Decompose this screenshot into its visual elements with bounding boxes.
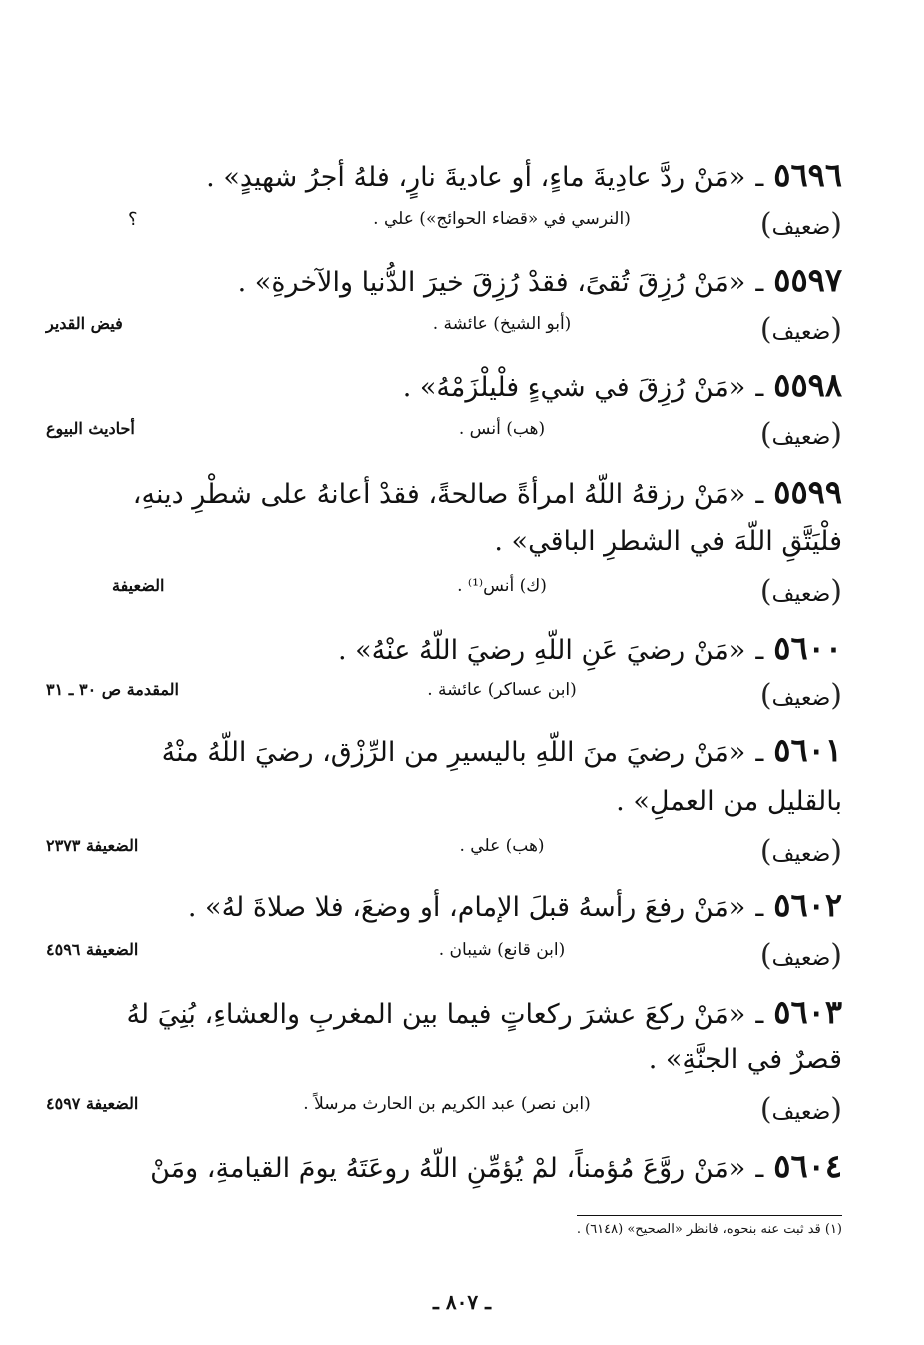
narrator-citation: (هب) أنس . xyxy=(458,419,546,439)
hadith-number: ٥٦٠٣ xyxy=(773,993,842,1031)
reference-citation: الضعيفة ٤٥٩٦ xyxy=(46,940,139,959)
footnote: (١) قد ثبت عنه بنحوه، فانظر «الصحيح» (٦١٤٨) . xyxy=(576,1222,842,1237)
grade-label: (ضعيف) xyxy=(759,834,842,869)
hadith-number: ٥٥٩٨ xyxy=(773,366,842,404)
grade-label: (ضعيف) xyxy=(759,1092,842,1127)
narrator-citation: (النرسي في «قضاء الحوائج») علي . xyxy=(373,209,631,229)
hadith-text-continuation: قصرٌ في الجنَّةِ» . xyxy=(648,1044,842,1075)
reference-citation: فيض القدير xyxy=(46,314,123,333)
narrator-citation: (هب) علي . xyxy=(459,836,545,856)
grade-label: (ضعيف) xyxy=(759,417,842,452)
source-row xyxy=(46,676,842,716)
grade-label: (ضعيف) xyxy=(759,312,842,347)
hadith-text-line: ٥٥٩٩ـ«مَنْ رزقهُ اللّهُ امرأةً صالحةً، فقدْ أعانهُ على شطْرِ دينهِ، xyxy=(132,473,842,511)
hadith-text: «مَنْ ردَّ عادِيةَ ماءٍ، أو عاديةَ نارٍ، فلهُ أجرُ شهيدٍ» . xyxy=(206,162,746,193)
hadith-text-line: ٥٥٩٧ـ«مَنْ رُزِقَ تُقىً، فقدْ رُزِقَ خيرَ الدُّنيا والآخرةِ» . xyxy=(237,261,842,299)
hadith-text-line: ٥٦٠٠ـ«مَنْ رضيَ عَنِ اللّهِ رضيَ اللّهُ عنْهُ» . xyxy=(337,629,842,667)
query-mark: ؟ xyxy=(128,209,138,230)
hadith-number: ٥٦٠٢ xyxy=(773,886,842,924)
narrator-citation: (ابن نصر) عبد الكريم بن الحارث مرسلاً . xyxy=(303,1094,591,1114)
source-row xyxy=(46,310,842,350)
source-row xyxy=(62,205,842,245)
hadith-number: ٥٥٩٧ xyxy=(773,261,842,299)
hadith-text: «مَنْ رُزِقَ في شيءٍ فلْيلْزَمْهُ» . xyxy=(402,372,746,403)
reference-citation: الضعيفة ٢٣٧٣ xyxy=(46,836,139,855)
reference-citation: أحاديث البيوع xyxy=(46,419,135,438)
source-row xyxy=(46,936,842,976)
source-row xyxy=(46,1090,842,1130)
hadith-text: «مَنْ رضيَ منَ اللّهِ باليسيرِ من الرِّزْق، رضيَ اللّهُ منْهُ xyxy=(161,737,746,768)
hadith-text: «مَنْ رفعَ رأسهُ قبلَ الإمام، أو وضعَ، فلا صلاةَ لهُ» . xyxy=(187,892,746,923)
hadith-number: ٥٦٠٤ xyxy=(773,1147,842,1185)
hadith-text-continuation: فلْيَتَّقِ اللّهَ في الشطرِ الباقي» . xyxy=(494,526,842,557)
hadith-text-line: ٥٦٠٢ـ«مَنْ رفعَ رأسهُ قبلَ الإمام، أو وضعَ، فلا صلاةَ لهُ» . xyxy=(187,886,842,924)
hadith-number: ٥٦٩٦ xyxy=(773,156,842,194)
narrator-citation: (ابن قانع) شيبان . xyxy=(438,940,566,960)
hadith-number: ٥٦٠١ xyxy=(773,731,842,769)
reference-citation: المقدمة ص ٣٠ ـ ٣١ xyxy=(46,680,179,699)
hadith-text-continuation: بالقليل من العملِ» . xyxy=(616,786,842,817)
grade-label: (ضعيف) xyxy=(759,207,842,242)
hadith-text-line: ٥٦٠٤ـ«مَنْ روَّعَ مُؤمناً، لمْ يُؤمِّنِ اللّهُ روعَتَهُ يومَ القيامةِ، ومَنْ xyxy=(150,1147,842,1185)
grade-label: (ضعيف) xyxy=(759,574,842,609)
grade-label: (ضعيف) xyxy=(759,938,842,973)
reference-citation: الضعيفة ٤٥٩٧ xyxy=(46,1094,139,1113)
footnote-divider xyxy=(577,1215,842,1216)
hadith-number: ٥٥٩٩ xyxy=(773,473,842,511)
hadith-text-line: ٥٦٠١ـ«مَنْ رضيَ منَ اللّهِ باليسيرِ من الرِّزْق، رضيَ اللّهُ منْهُ xyxy=(161,731,842,769)
hadith-text: «مَنْ روَّعَ مُؤمناً، لمْ يُؤمِّنِ اللّهُ روعَتَهُ يومَ القيامةِ، ومَنْ xyxy=(150,1153,746,1184)
hadith-text-line: ٥٦٠٣ـ«مَنْ ركعَ عشرَ ركعاتٍ فيما بين المغربِ والعشاءِ، بُنِيَ لهُ xyxy=(126,993,842,1031)
grade-label: (ضعيف) xyxy=(759,678,842,713)
source-row xyxy=(46,832,842,872)
hadith-text-line: ٥٦٩٦ـ«مَنْ ردَّ عادِيةَ ماءٍ، أو عاديةَ نارٍ، فلهُ أجرُ شهيدٍ» . xyxy=(206,156,842,194)
hadith-text-line: ٥٥٩٨ـ«مَنْ رُزِقَ في شيءٍ فلْيلْزَمْهُ» . xyxy=(402,366,842,404)
source-row xyxy=(46,415,842,455)
narrator-citation: (أبو الشيخ) عائشة . xyxy=(432,314,572,334)
narrator-citation: (ك) أنس⁽¹⁾ . xyxy=(457,576,547,596)
hadith-text: «مَنْ رضيَ عَنِ اللّهِ رضيَ اللّهُ عنْهُ» . xyxy=(337,635,746,666)
hadith-text: «مَنْ ركعَ عشرَ ركعاتٍ فيما بين المغربِ والعشاءِ، بُنِيَ لهُ xyxy=(126,999,746,1030)
hadith-text: «مَنْ رُزِقَ تُقىً، فقدْ رُزِقَ خيرَ الدُّنيا والآخرةِ» . xyxy=(237,267,746,298)
page-number: ـ ٨٠٧ ـ xyxy=(433,1290,491,1314)
hadith-text: «مَنْ رزقهُ اللّهُ امرأةً صالحةً، فقدْ أعانهُ على شطْرِ دينهِ، xyxy=(132,479,746,510)
hadith-number: ٥٦٠٠ xyxy=(773,629,842,667)
narrator-citation: (ابن عساكر) عائشة . xyxy=(427,680,577,700)
reference-citation: الضعيفة xyxy=(112,576,165,595)
source-row xyxy=(62,572,842,612)
